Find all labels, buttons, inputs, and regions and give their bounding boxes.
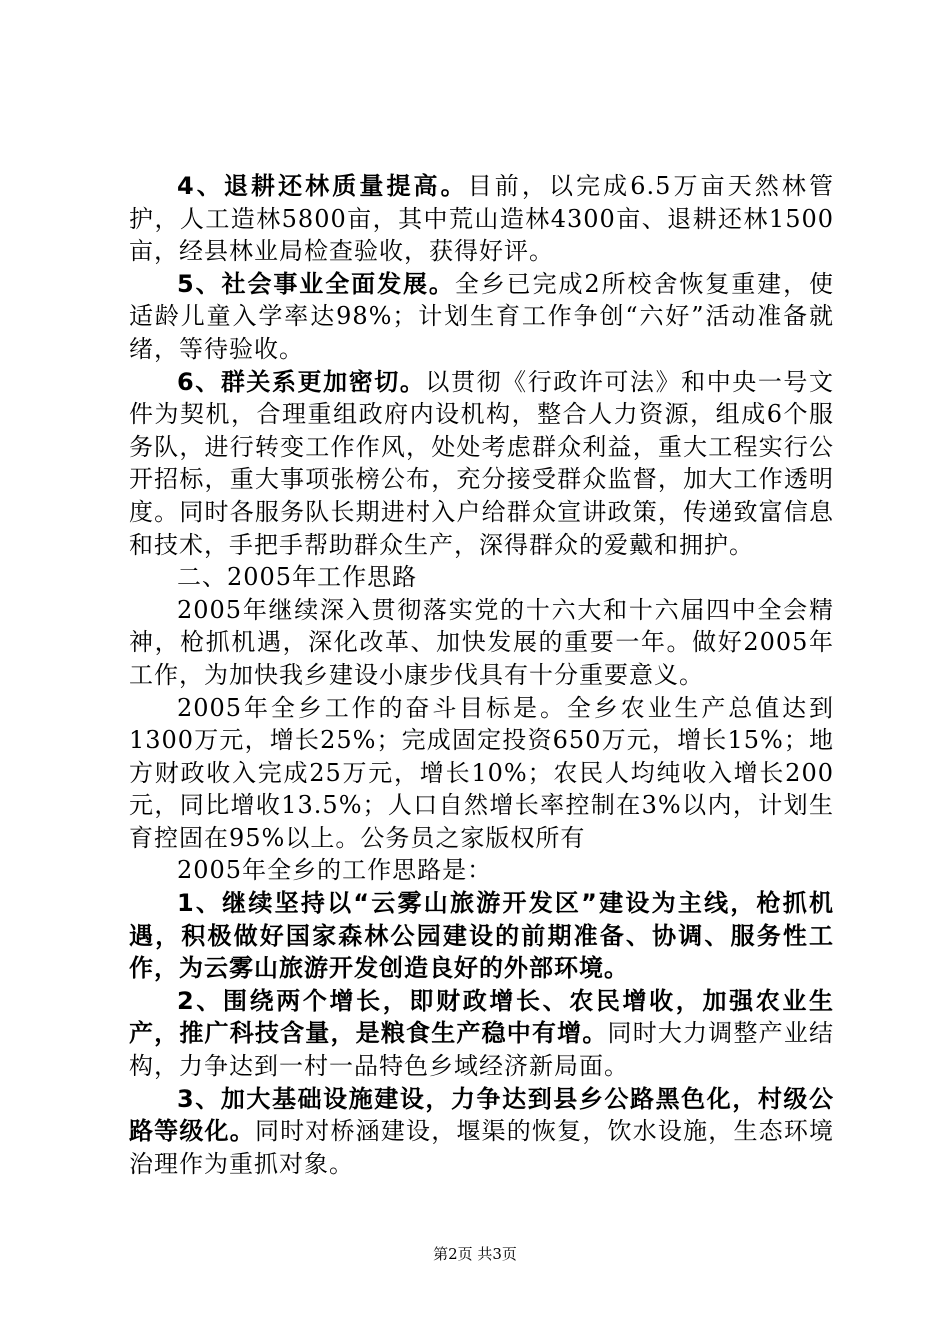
paragraph-social-affairs [129,268,834,366]
paragraph-2005-overview: 2005年继续深入贯彻落实党的十六大和十六届四中全会精神，枪抓机遇，深化改革、加快发展的重要一年。做好2005年工作，为加快我乡建设小康步伐具有十分重要意义。 [129,595,834,689]
paragraph-text: 目前，以完成6.5万亩天然林管护，人工造林5800亩，其中荒山造林4300亩、退耕还林1500亩，经县林业局检查验收，获得好评。 [129,172,834,266]
document-body [129,170,834,1180]
paragraph-idea-1: 1、继续坚持以“云雾山旅游开发区”建设为主线，枪抓机遇，积极做好国家森林公园建设的前期准备、协调、服务性工作，为云雾山旅游开发创造良好的外部环境。 [129,889,834,983]
paragraph-reforestation [129,170,834,268]
paragraph-2005-targets: 2005年全乡工作的奋斗目标是。全乡农业生产总值达到1300万元，增长25%；完成固定投资650万元，增长15%；地方财政收入完成25万元，增长10%；农民人均纯收入增长200元，同比增收13.5%；人口自然增长率控制在3%以内，计划生育控固在95%以上。公务员之家版权所有 [129,693,834,852]
paragraph-community-relations [129,366,834,562]
paragraph-text: 全乡已完成2所校舍恢复重建，使适龄儿童入学率达98%；计划生育工作争创“六好”活动准备就绪，等待验收。 [129,269,834,363]
paragraph-lead: 3、加大基础设施建设，力争达到县乡公路黑色化，村级公路等级化。 [129,1084,834,1146]
page-number-footer: 第2页 共3页 [433,1245,517,1263]
section-heading-2005-plan: 二、2005年工作思路 [177,563,418,592]
paragraph-lead: 2、围绕两个增长，即财政增长、农民增收，加强农业生产，推广科技含量，是粮食生产稳中有增。 [129,986,834,1048]
paragraph-idea-2 [129,985,834,1083]
paragraph-text: 同时对桥涵建设，堰渠的恢复，饮水设施，生态环境治理作为重抓对象。 [129,1117,835,1178]
paragraph-work-ideas-intro: 2005年全乡的工作思路是： [177,856,493,885]
paragraph-lead: 6、群关系更加密切。 [177,367,426,396]
paragraph-text: 同时大力调整产业结构，力争达到一村一品特色乡域经济新局面。 [129,1019,835,1081]
paragraph-lead: 5、社会事业全面发展。 [177,269,455,298]
paragraph-idea-3 [129,1083,834,1181]
paragraph-lead: 4、退耕还林质量提高。 [177,172,468,200]
paragraph-text: 以贯彻《行政许可法》和中央一号文件为契机，合理重组政府内设机构，整合人力资源，组成6个服务队，进行转变工作作风，处处考虑群众利益，重大工程实行公开招标，重大事项张榜公布，充分接受群众监督，加大工作透明度。同时各服务队长期进村入户给群众宣讲政策，传递致富信息和技术，手把手帮助群众生产，深得群众的爱戴和拥护。 [129,367,834,559]
